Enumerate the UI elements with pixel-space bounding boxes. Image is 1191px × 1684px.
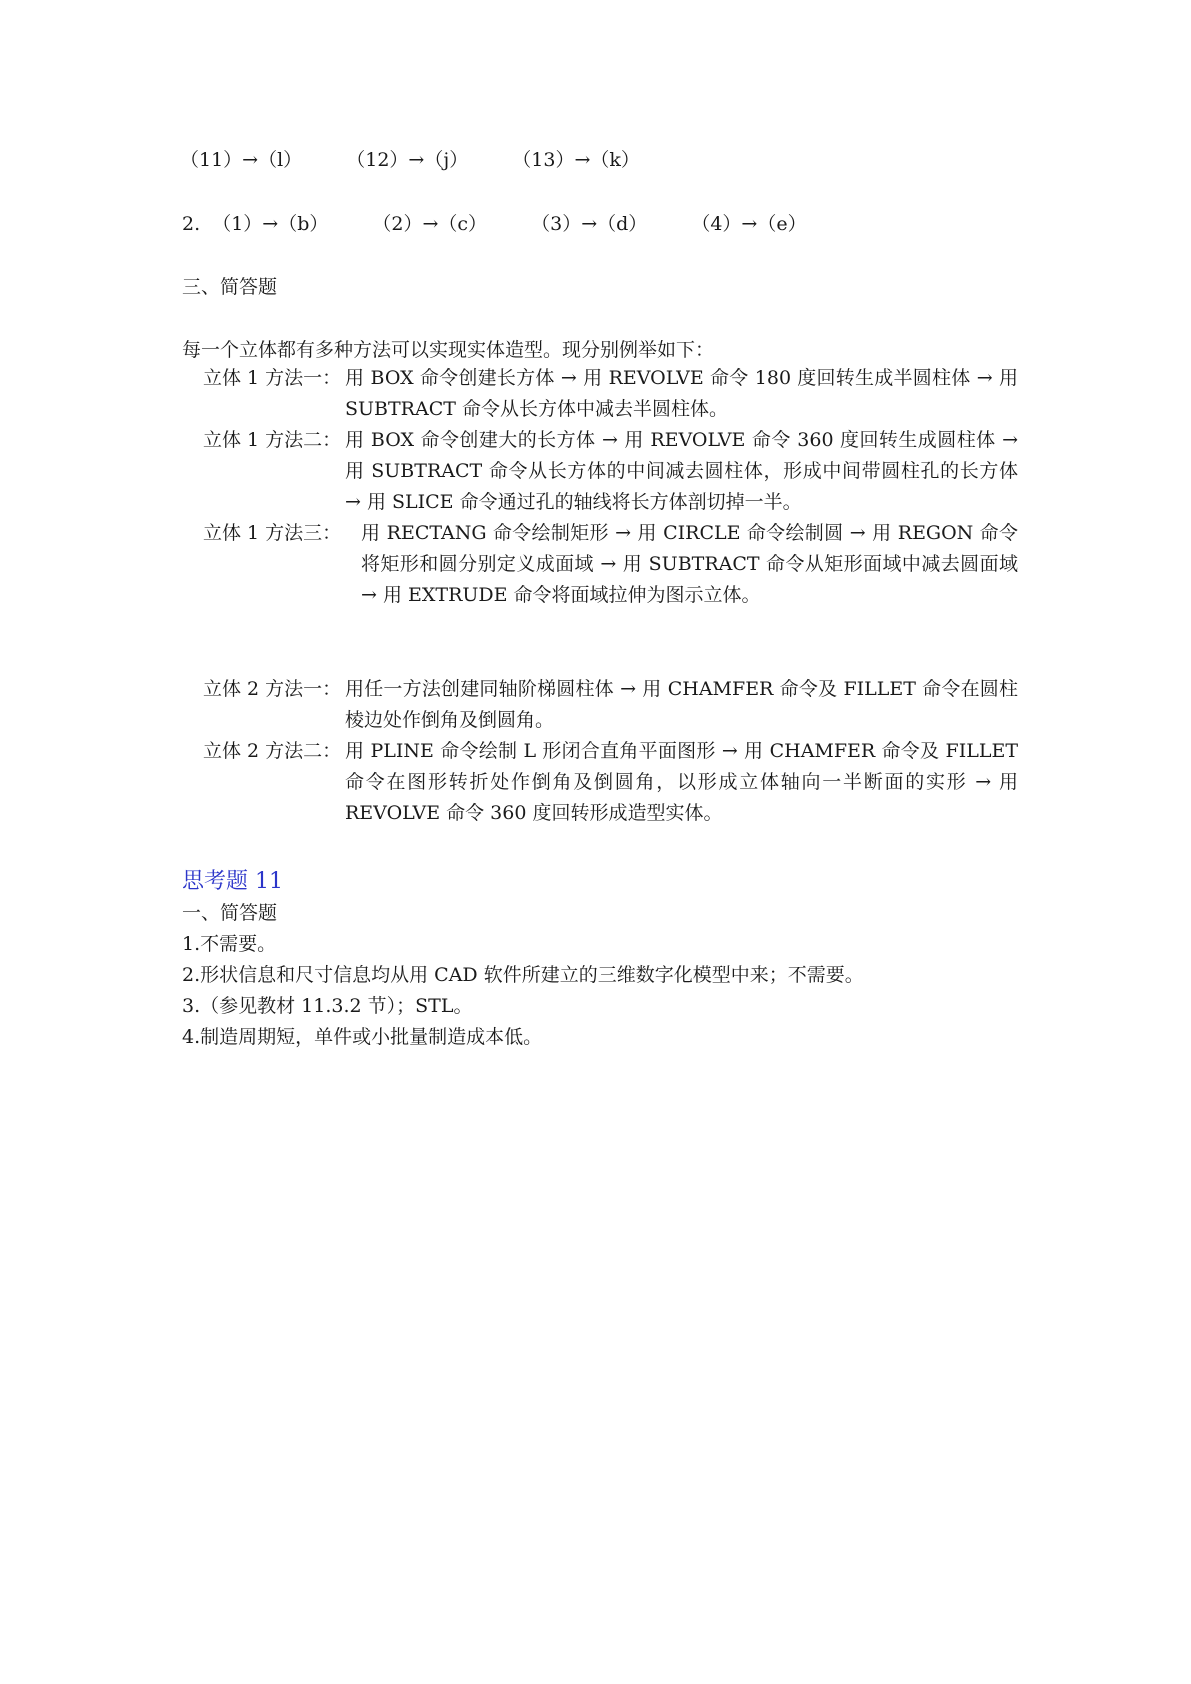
answer-item: 1.不需要。 [182,933,277,955]
section-heading: 三、简答题 [182,276,278,298]
method-body: 用 RECTANG 命令绘制矩形 → 用 CIRCLE 命令绘制圆 → 用 REGON 命令将矩形和圆分别定义成面域 → 用 SUBTRACT 命令从矩形面域中减去圆面域 → 用 EXTRUDE 命令将面域拉伸为图示立体。 [361,522,1018,606]
match-item: （12）→（j） [346,149,469,171]
subheading: 一、简答题 [182,902,278,924]
match-item: （4）→（e） [691,213,807,235]
method-2-1 [203,674,1018,736]
method-body: 用 PLINE 命令绘制 L 形闭合直角平面图形 → 用 CHAMFER 命令及 FILLET 命令在图形转折处作倒角及倒圆角，以形成立体轴向一半断面的实形 → 用 REVOLVE 命令 360 度回转形成造型实体。 [345,740,1018,824]
answer-item: 3.（参见教材 11.3.2 节）；STL。 [182,995,473,1017]
match-item: （13）→（k） [512,149,640,171]
method-body: 用任一方法创建同轴阶梯圆柱体 → 用 CHAMFER 命令及 FILLET 命令在圆柱棱边处作倒角及倒圆角。 [345,678,1018,731]
match-row-number: 2. [182,213,201,235]
match-row-1 [180,148,640,172]
method-1-2 [203,425,1018,518]
match-item: （1）→（b） [212,213,329,235]
method-1-3 [203,518,1018,611]
answer-item: 4.制造周期短，单件或小批量制造成本低。 [182,1026,543,1048]
match-item: （2）→（c） [372,213,488,235]
method-body: 用 BOX 命令创建大的长方体 → 用 REVOLVE 命令 360 度回转生成圆柱体 → 用 SUBTRACT 命令从长方体的中间减去圆柱体，形成中间带圆柱孔的长方体 → 用 SLICE 命令通过孔的轴线将长方体剖切掉一半。 [345,429,1018,513]
method-label: 立体 1 方法一： [203,367,342,389]
match-item: （3）→（d） [531,213,648,235]
match-row-2 [182,212,807,236]
method-label: 立体 1 方法三： [203,522,342,544]
answer-item: 2.形状信息和尺寸信息均从用 CAD 软件所建立的三维数字化模型中来；不需要。 [182,964,864,986]
method-2-2 [203,736,1018,829]
method-label: 立体 2 方法一： [203,678,342,700]
method-label: 立体 2 方法二： [203,740,342,762]
method-body: 用 BOX 命令创建长方体 → 用 REVOLVE 命令 180 度回转生成半圆柱体 → 用 SUBTRACT 命令从长方体中减去半圆柱体。 [345,367,1018,420]
chapter-title: 思考题 11 [182,869,283,894]
section-intro: 每一个立体都有多种方法可以实现实体造型。现分别例举如下： [182,339,715,361]
method-label: 立体 1 方法二： [203,429,342,451]
match-item: （11）→（l） [180,149,303,171]
method-1-1 [203,363,1018,425]
